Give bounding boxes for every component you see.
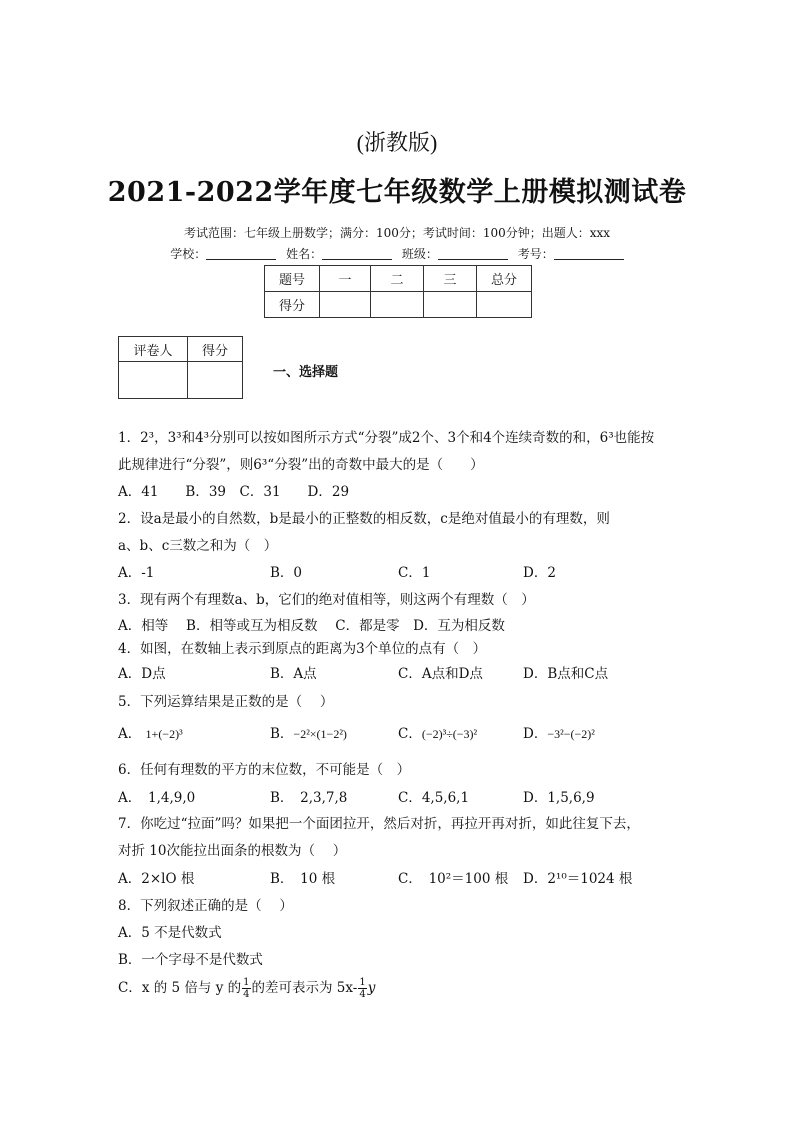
option-a-label: A． — [118, 726, 142, 742]
score-cell[interactable] — [424, 292, 477, 318]
option-b: B．0 — [270, 565, 303, 581]
question-4-options — [118, 662, 608, 682]
question-8-option-c — [118, 976, 375, 1000]
option-d: D．1,5,6,9 — [523, 790, 595, 806]
score-header-cell: 二 — [371, 266, 424, 292]
question-1-options: A．41 B．39 C．31 D．29 — [118, 484, 350, 500]
grader-header-cell: 得分 — [188, 337, 243, 362]
option-a — [118, 722, 270, 742]
question-7-line-1: 7．你吃过“拉面”吗？如果把一个面团拉开，然后对折，再拉开再对折，如此往复下去， — [118, 816, 640, 832]
question-8-line-1: 8．下列叙述正确的是（ ） — [118, 898, 293, 914]
score-cell[interactable] — [371, 292, 424, 318]
option-b: B．A点 — [270, 666, 317, 682]
option-c: C． 10²＝100 根 — [398, 871, 509, 887]
option-b-label: B． — [270, 726, 294, 742]
option-c-text-2: 的差可表示为 5x- — [251, 980, 358, 996]
option-b: B． 2,3,7,8 — [270, 790, 348, 806]
page-title: 2021-2022学年度七年级数学上册模拟测试卷 — [107, 177, 687, 208]
grader-table — [118, 336, 243, 399]
score-header-cell: 题号 — [265, 266, 320, 292]
school-label: 学校： — [170, 247, 207, 261]
option-c: C．4,5,6,1 — [398, 790, 470, 806]
score-cell[interactable] — [477, 292, 532, 318]
option-c-expr: (−2)³÷(−3)² — [421, 727, 478, 741]
class-label: 班级： — [401, 247, 438, 261]
grader-cell[interactable] — [188, 362, 243, 399]
question-8-option-b: B．一个字母不是代数式 — [118, 952, 263, 968]
score-header-cell: 三 — [424, 266, 477, 292]
option-a-expr: 1+(−2)³ — [145, 727, 183, 741]
fraction-numerator: 1 — [243, 977, 250, 988]
option-b: B． 10 根 — [270, 871, 336, 887]
question-2-line-1: 2．设a是最小的自然数，b是最小的正整数的相反数，c是绝对值最小的有理数，则 — [118, 511, 610, 527]
score-row-label: 得分 — [265, 292, 320, 318]
class-field[interactable] — [438, 247, 508, 260]
question-5-options — [118, 722, 595, 742]
question-2-options — [118, 561, 556, 581]
question-2-line-2: a、b、c三数之和为（ ） — [118, 538, 278, 554]
question-7-line-2: 对折 10次能拉出面条的根数为（ ） — [118, 843, 347, 859]
option-c-text-1: C．x 的 5 倍与 y 的 — [118, 980, 242, 996]
option-a: A． 1,4,9,0 — [118, 790, 196, 806]
option-d — [523, 722, 595, 742]
grader-header-cell: 评卷人 — [119, 337, 188, 362]
score-header-cell: 总分 — [477, 266, 532, 292]
question-3-line-1: 3．现有两个有理数a、b，它们的绝对值相等，则这两个有理数（ ） — [118, 592, 535, 608]
exam-info: 考试范围：七年级上册数学；满分：100分；考试时间：100分钟；出题人：xxx — [183, 226, 611, 240]
grader-cell[interactable] — [119, 362, 188, 399]
question-1-line-2: 此规律进行“分裂”，则6³“分裂”出的奇数中最大的是（ ） — [118, 457, 484, 473]
student-info-line — [0, 245, 794, 262]
question-8-option-a: A．5 不是代数式 — [118, 925, 222, 941]
option-b — [270, 722, 398, 742]
option-d: D．2¹⁰＝1024 根 — [523, 871, 633, 887]
score-table-header-row — [265, 266, 532, 292]
option-c — [398, 722, 523, 742]
name-label: 姓名： — [286, 247, 323, 261]
score-table-score-row — [265, 292, 532, 318]
score-table — [264, 265, 532, 318]
option-a: A．-1 — [118, 565, 155, 581]
question-6-line-1: 6．任何有理数的平方的末位数，不可能是（ ） — [118, 762, 411, 778]
option-a: A．D点 — [118, 666, 166, 682]
question-3-options: A．相等 B．相等或互为相反数 C．都是零 D．互为相反数 — [118, 618, 505, 634]
section-title: 一、选择题 — [273, 365, 339, 380]
subtitle: (浙教版) — [356, 130, 438, 155]
exam-no-label: 考号： — [517, 247, 554, 261]
score-cell[interactable] — [320, 292, 371, 318]
fraction-quarter — [242, 977, 250, 1000]
score-header-cell: 一 — [320, 266, 371, 292]
option-d: D．2 — [523, 565, 556, 581]
name-field[interactable] — [322, 247, 392, 260]
option-c: C．1 — [398, 565, 431, 581]
fraction-numerator: 1 — [359, 977, 366, 988]
exam-no-field[interactable] — [554, 247, 624, 260]
fraction-quarter-2 — [358, 977, 366, 1000]
variable-y: y — [367, 980, 376, 996]
fraction-denominator: 4 — [243, 989, 250, 1000]
school-field[interactable] — [206, 247, 276, 260]
option-d-expr: −3²−(−2)² — [547, 727, 595, 741]
question-1-line-1: 1．2³，3³和4³分别可以按如图所示方式“分裂”成2个、3个和4个连续奇数的和，6³也能按 — [118, 430, 655, 446]
question-6-options — [118, 786, 595, 806]
question-4-line-1: 4．如图，在数轴上表示到原点的距离为3个单位的点有（ ） — [118, 641, 487, 657]
option-d: D．B点和C点 — [523, 666, 609, 682]
fraction-denominator: 4 — [359, 989, 366, 1000]
option-a: A．2×lO 根 — [118, 871, 195, 887]
option-d-label: D． — [523, 726, 548, 742]
option-c: C．A点和D点 — [398, 666, 483, 682]
option-b-expr: −2²×(1−2²) — [293, 727, 347, 741]
question-7-options — [118, 867, 632, 887]
option-c-label: C． — [398, 726, 422, 742]
question-5-line-1: 5．下列运算结果是正数的是（ ） — [118, 694, 334, 710]
